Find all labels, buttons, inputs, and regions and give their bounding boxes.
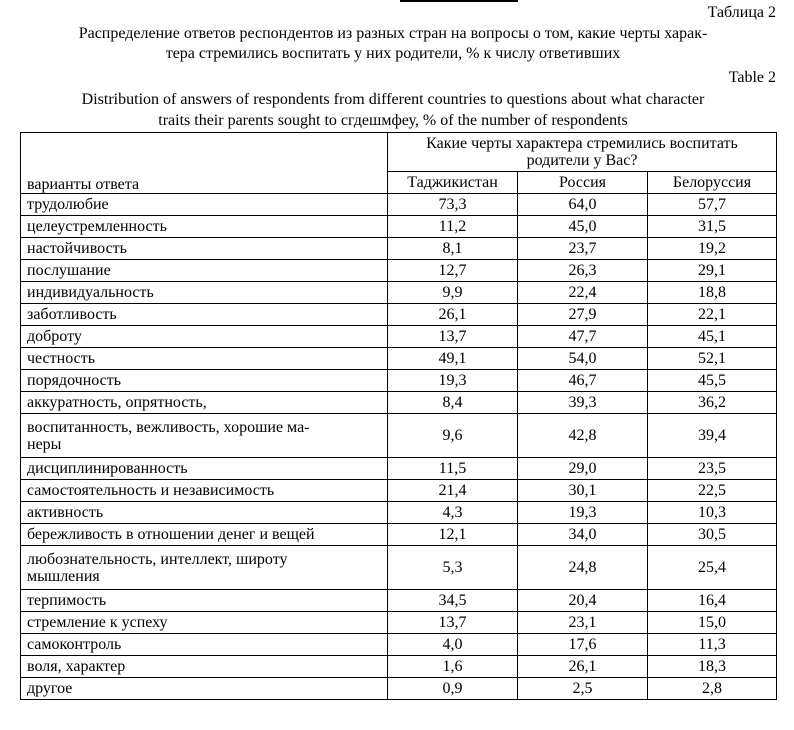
- row-label: воспитанность, вежливость, хорошие ма- неры: [21, 414, 388, 458]
- caption-en-line1: Distribution of answers of respondents from different countries to questions about what character: [81, 91, 705, 108]
- top-rule: [400, 0, 518, 2]
- caption-en-line2: traits their parents sought to сгдешмфеу, % of the number of respondents: [158, 112, 628, 129]
- row-label: честность: [21, 348, 388, 370]
- value-cell: 24,8: [518, 546, 648, 590]
- row-label: бережливость в отношении денег и вещей: [21, 524, 388, 546]
- table-row: [21, 458, 777, 480]
- row-label: самостоятельность и независимость: [21, 480, 388, 502]
- value-cell: 11,3: [648, 634, 777, 656]
- value-cell: 17,6: [518, 634, 648, 656]
- value-cell: 39,3: [518, 392, 648, 414]
- table-row: [21, 634, 777, 656]
- row-label: послушание: [21, 260, 388, 282]
- value-cell: 64,0: [518, 194, 648, 216]
- value-cell: 57,7: [648, 194, 777, 216]
- table-row: [21, 326, 777, 348]
- value-cell: 4,3: [388, 502, 518, 524]
- table-label-ru: Таблица 2: [707, 4, 776, 21]
- value-cell: 19,3: [518, 502, 648, 524]
- value-cell: 26,3: [518, 260, 648, 282]
- table-row: [21, 480, 777, 502]
- value-cell: 26,1: [518, 656, 648, 678]
- table-row: [21, 392, 777, 414]
- value-cell: 39,4: [648, 414, 777, 458]
- row-label: заботливость: [21, 304, 388, 326]
- value-cell: 29,1: [648, 260, 777, 282]
- value-cell: 30,1: [518, 480, 648, 502]
- table-row: [21, 656, 777, 678]
- value-cell: 23,5: [648, 458, 777, 480]
- row-label: терпимость: [21, 590, 388, 612]
- table-row: [21, 370, 777, 392]
- value-cell: 27,9: [518, 304, 648, 326]
- row-label: индивидуальность: [21, 282, 388, 304]
- value-cell: 1,6: [388, 656, 518, 678]
- row-label: аккуратность, опрятность,: [21, 392, 388, 414]
- value-cell: 20,4: [518, 590, 648, 612]
- value-cell: 18,8: [648, 282, 777, 304]
- group-header: Какие черты характера стремились воспитать родители у Вас?: [388, 133, 777, 172]
- table-row: [21, 546, 777, 590]
- row-label: целеустремленность: [21, 216, 388, 238]
- value-cell: 42,8: [518, 414, 648, 458]
- table-row: [21, 238, 777, 260]
- row-label: самоконтроль: [21, 634, 388, 656]
- value-cell: 2,5: [518, 678, 648, 700]
- value-cell: 30,5: [648, 524, 777, 546]
- value-cell: 0,9: [388, 678, 518, 700]
- value-cell: 2,8: [648, 678, 777, 700]
- value-cell: 52,1: [648, 348, 777, 370]
- table-row: [21, 612, 777, 634]
- header-empty-cell: [21, 133, 388, 172]
- value-cell: 49,1: [388, 348, 518, 370]
- value-cell: 16,4: [648, 590, 777, 612]
- table-row: [21, 414, 777, 458]
- caption-ru-line1: Распределение ответов респондентов из разных стран на вопросы о том, какие черты харак-: [78, 25, 708, 42]
- value-cell: 34,5: [388, 590, 518, 612]
- table-label-en: Table 2: [728, 69, 776, 86]
- value-cell: 22,5: [648, 480, 777, 502]
- variant-header: варианты ответа: [21, 172, 388, 194]
- value-cell: 11,2: [388, 216, 518, 238]
- table-row: [21, 590, 777, 612]
- value-cell: 45,1: [648, 326, 777, 348]
- header-row-group: [21, 133, 777, 172]
- value-cell: 36,2: [648, 392, 777, 414]
- value-cell: 26,1: [388, 304, 518, 326]
- value-cell: 22,4: [518, 282, 648, 304]
- header-row-countries: [21, 172, 777, 194]
- row-label: активность: [21, 502, 388, 524]
- table-row: [21, 524, 777, 546]
- value-cell: 13,7: [388, 326, 518, 348]
- row-label: другое: [21, 678, 388, 700]
- value-cell: 15,0: [648, 612, 777, 634]
- value-cell: 18,3: [648, 656, 777, 678]
- row-label: стремление к успеху: [21, 612, 388, 634]
- value-cell: 4,0: [388, 634, 518, 656]
- country-header-russia: Россия: [518, 172, 648, 194]
- value-cell: 34,0: [518, 524, 648, 546]
- table-row: [21, 304, 777, 326]
- value-cell: 22,1: [648, 304, 777, 326]
- value-cell: 13,7: [388, 612, 518, 634]
- data-table: [20, 132, 777, 700]
- value-cell: 12,1: [388, 524, 518, 546]
- value-cell: 54,0: [518, 348, 648, 370]
- value-cell: 21,4: [388, 480, 518, 502]
- row-label: доброту: [21, 326, 388, 348]
- value-cell: 19,2: [648, 238, 777, 260]
- value-cell: 10,3: [648, 502, 777, 524]
- table-row: [21, 348, 777, 370]
- caption-ru-line2: тера стремились воспитать у них родители, % к числу ответивших: [165, 45, 621, 62]
- value-cell: 25,4: [648, 546, 777, 590]
- value-cell: 46,7: [518, 370, 648, 392]
- table-row: [21, 678, 777, 700]
- row-label: любознательность, интеллект, широту мышления: [21, 546, 388, 590]
- value-cell: 8,4: [388, 392, 518, 414]
- value-cell: 19,3: [388, 370, 518, 392]
- row-label: трудолюбие: [21, 194, 388, 216]
- table-row: [21, 282, 777, 304]
- value-cell: 73,3: [388, 194, 518, 216]
- value-cell: 45,5: [648, 370, 777, 392]
- row-label: воля, характер: [21, 656, 388, 678]
- value-cell: 9,6: [388, 414, 518, 458]
- table-row: [21, 216, 777, 238]
- value-cell: 11,5: [388, 458, 518, 480]
- table-row: [21, 260, 777, 282]
- country-header-tajikistan: Таджикистан: [388, 172, 518, 194]
- value-cell: 23,1: [518, 612, 648, 634]
- value-cell: 23,7: [518, 238, 648, 260]
- value-cell: 29,0: [518, 458, 648, 480]
- row-label: порядочность: [21, 370, 388, 392]
- value-cell: 47,7: [518, 326, 648, 348]
- value-cell: 8,1: [388, 238, 518, 260]
- country-header-belarus: Белоруссия: [648, 172, 777, 194]
- row-label: настойчивость: [21, 238, 388, 260]
- value-cell: 31,5: [648, 216, 777, 238]
- table-row: [21, 502, 777, 524]
- table-row: [21, 194, 777, 216]
- value-cell: 9,9: [388, 282, 518, 304]
- value-cell: 45,0: [518, 216, 648, 238]
- value-cell: 12,7: [388, 260, 518, 282]
- value-cell: 5,3: [388, 546, 518, 590]
- row-label: дисциплинированность: [21, 458, 388, 480]
